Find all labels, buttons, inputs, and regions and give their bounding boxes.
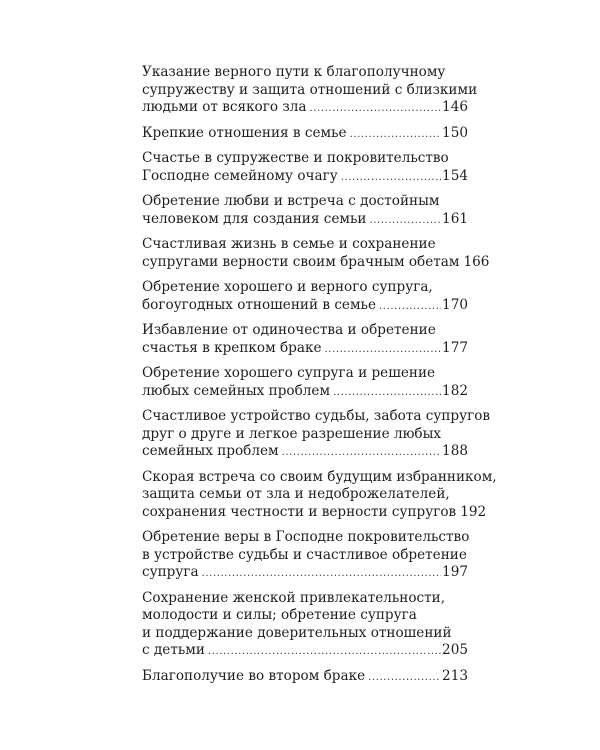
toc-entry-line: Господне семейному очагу (142, 167, 338, 184)
dot-leader (350, 126, 441, 144)
toc-entry-line: Скорая встреча со своим будущим избранником, (142, 468, 497, 485)
toc-entry-line: Обретение хорошего супруга и решение (142, 365, 436, 381)
toc-entry[interactable] (142, 64, 478, 118)
toc-entry-line: Обретение любви и встреча с достойным (142, 193, 440, 209)
toc-entry[interactable] (142, 236, 490, 272)
toc-entry[interactable] (142, 590, 468, 661)
toc-entry-line: человеком для создания семьи (142, 210, 367, 227)
page-number: 170 (442, 296, 468, 313)
toc-entry[interactable] (142, 529, 468, 583)
toc-entry[interactable] (142, 365, 468, 401)
toc-entry[interactable] (142, 193, 468, 229)
dot-leader (368, 669, 441, 687)
toc-entry-line: в устройстве судьбы и счастливое обретение (142, 546, 467, 563)
toc-entry-line: Обретение хорошего и верного супруга, (142, 279, 433, 295)
toc-entry[interactable] (142, 279, 468, 315)
toc-entry-line: супруга (142, 564, 199, 580)
dot-leader (325, 341, 442, 359)
toc-entry-line: друг о друге и легкое разрешение любых (142, 425, 442, 442)
toc-entry-line: Благополучие во втором браке (142, 667, 366, 684)
toc-entry-line: с детьми (142, 642, 205, 658)
toc-entry-line: Избавление от одиночества и обретение (142, 322, 436, 338)
toc-entry-line: любых семейных проблем (142, 382, 331, 399)
page-number: 166 (463, 253, 490, 270)
toc-entry[interactable] (142, 668, 468, 687)
toc-entry-line: Сохранение женской привлекательности, (142, 589, 446, 606)
toc-entry-line: Крепкие отношения в семье (142, 124, 347, 141)
dot-leader (282, 444, 441, 462)
toc-entry-line: семейных проблем (142, 443, 279, 459)
dot-leader (310, 100, 442, 118)
dot-leader (208, 643, 441, 661)
dot-leader (341, 169, 441, 187)
page-number: 182 (442, 382, 468, 399)
toc-entry[interactable] (142, 150, 468, 186)
dot-leader (333, 384, 441, 402)
toc-entry-line: Счастливая жизнь в семье и сохранение (142, 236, 436, 252)
dot-leader (369, 212, 441, 230)
table-of-contents (142, 64, 497, 693)
page-number: 205 (442, 642, 468, 658)
toc-entry-line: Счастье в супружестве и покровительство (142, 150, 449, 166)
toc-entry-line: счастья в крепком браке (142, 339, 322, 356)
page-number: 150 (442, 124, 468, 141)
toc-entry-line: богоугодных отношений в семье (142, 296, 377, 313)
page-number: 177 (442, 339, 468, 356)
toc-entry-line: супругами верности своим брачным обетам (142, 253, 460, 270)
toc-entry-line: защита семьи от зла и недоброжелателей, (142, 486, 450, 502)
toc-entry-line: Счастливое устройство судьбы, забота супругов (142, 408, 491, 424)
toc-entry-line: Обретение веры в Господне покровительство (142, 529, 470, 545)
page-number: 154 (442, 167, 468, 184)
page-number: 146 (442, 99, 468, 115)
toc-entry-line: людьми от всякого зла (142, 99, 307, 115)
dot-leader (202, 565, 441, 583)
page-number: 188 (442, 443, 468, 459)
page-number: 161 (442, 210, 468, 227)
toc-entry-line: супружеству и защита отношений с близкими (142, 81, 478, 98)
toc-entry[interactable] (142, 125, 468, 144)
toc-entry-line: и поддержание доверительных отношений (142, 624, 452, 641)
toc-entry[interactable] (142, 408, 491, 462)
toc-entry[interactable] (142, 468, 497, 523)
page-number: 197 (442, 564, 468, 580)
toc-entry[interactable] (142, 322, 468, 358)
toc-entry-line: Указание верного пути к благополучному (142, 64, 446, 80)
page-number: 213 (442, 667, 468, 684)
page-number: 192 (460, 503, 487, 520)
toc-entry-line: молодости и силы; обретение супруга (142, 607, 417, 623)
dot-leader (379, 298, 441, 316)
toc-entry-line: сохранения честности и верности супругов (142, 503, 457, 520)
